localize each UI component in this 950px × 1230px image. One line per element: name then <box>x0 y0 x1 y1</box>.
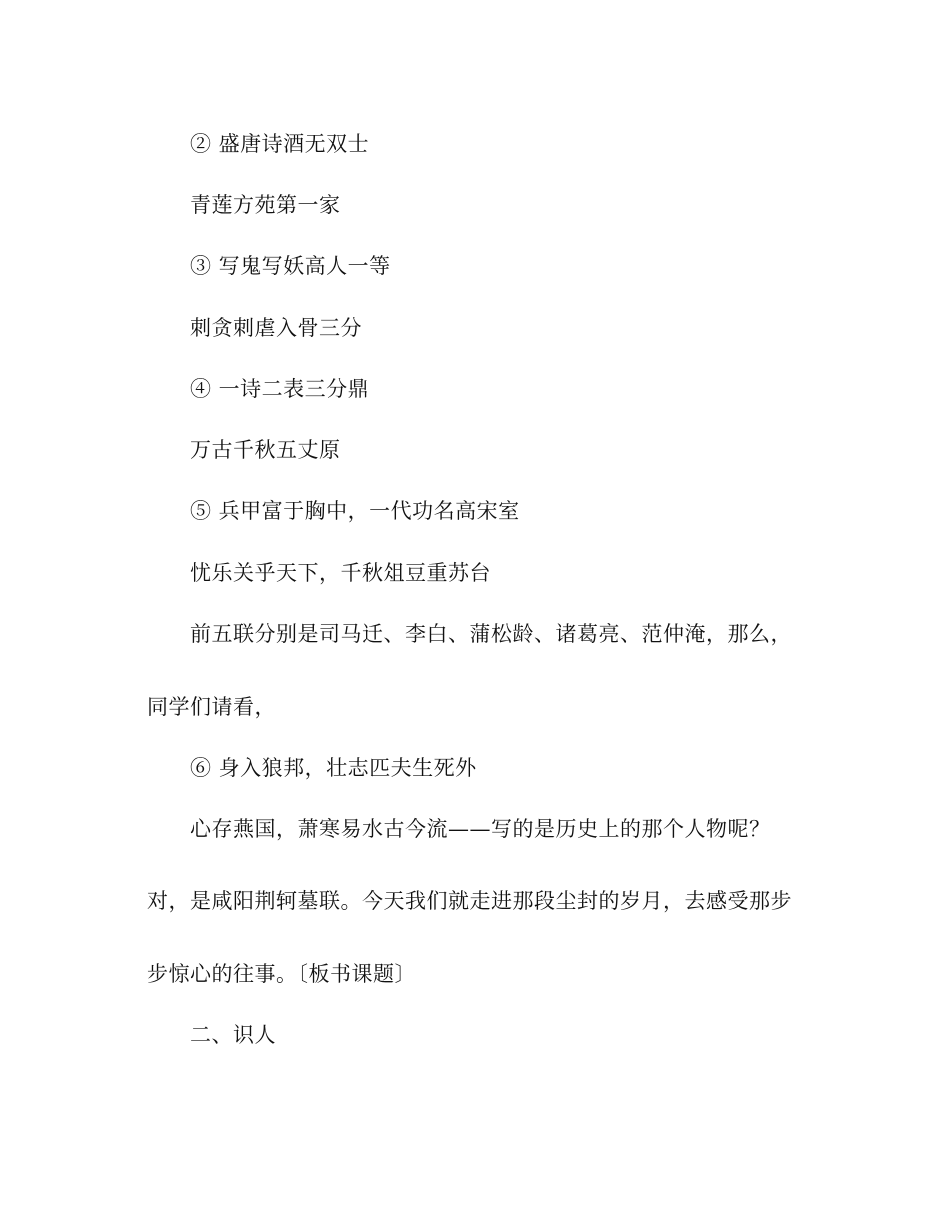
paragraph-line: 步惊心的往事。〔板书课题〕 <box>147 962 416 986</box>
couplet-5-line-1: ⑤ 兵甲富于胸中，一代功名高宋室 <box>190 499 520 523</box>
couplet-4-line-1: ④ 一诗二表三分鼎 <box>190 377 370 401</box>
couplet-3-line-1: ③ 写鬼写妖高人一等 <box>190 254 391 278</box>
paragraph-line: 前五联分别是司马迁、李白、蒲松龄、诸葛亮、范仲淹，那么， <box>190 622 792 646</box>
couplet-2-line-2: 青莲方苑第一家 <box>190 193 341 217</box>
couplet-6-line-1: ⑥ 身入狼邦，壮志匹夫生死外 <box>190 756 477 780</box>
couplet-6-line-2: 心存燕国，萧寒易水古今流——写的是历史上的那个人物呢？ <box>190 817 771 841</box>
paragraph-line: 对，是咸阳荆轲墓联。今天我们就走进那段尘封的岁月，去感受那步 <box>147 889 792 913</box>
paragraph-line: 同学们请看， <box>147 695 276 719</box>
couplet-2-line-1: ② 盛唐诗酒无双士 <box>190 132 370 156</box>
couplet-3-line-2: 刺贪刺虐入骨三分 <box>190 316 362 340</box>
section-heading: 二、识人 <box>190 1023 276 1047</box>
couplet-4-line-2: 万古千秋五丈原 <box>190 438 341 462</box>
couplet-5-line-2: 忧乐关乎天下，千秋俎豆重苏台 <box>190 561 491 585</box>
